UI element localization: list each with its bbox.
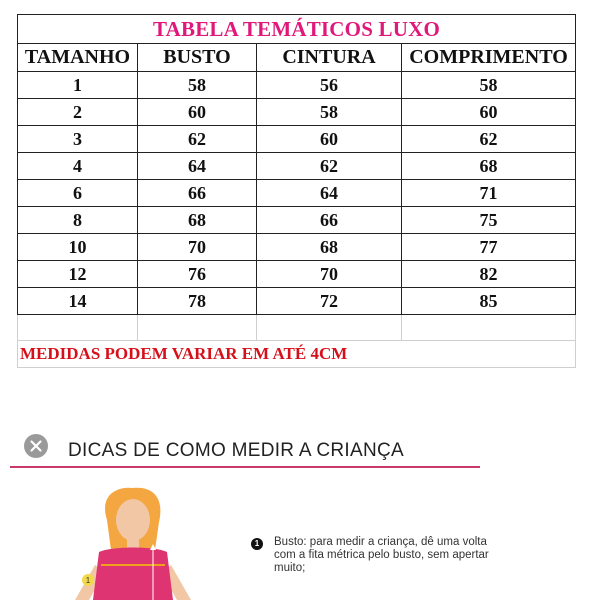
table-row	[18, 207, 576, 234]
cell-size: 10	[18, 234, 138, 261]
cell-busto: 66	[138, 180, 257, 207]
tips-header	[20, 430, 490, 470]
table-row	[18, 180, 576, 207]
cell-comprimento: 85	[402, 288, 576, 315]
table-title: TABELA TEMÁTICOS LUXO	[18, 15, 576, 44]
cell-cintura: 56	[257, 72, 402, 99]
note-row	[18, 341, 576, 368]
tip-item	[252, 536, 492, 575]
tips-divider	[10, 466, 480, 468]
cell-busto: 64	[138, 153, 257, 180]
cell-busto: 78	[138, 288, 257, 315]
header-row	[18, 44, 576, 72]
tip-text: Busto: para medir a criança, dê uma volta com a fita métrica pelo busto, sem apertar muito;	[274, 536, 489, 574]
cell-cintura: 64	[257, 180, 402, 207]
cell-busto: 58	[138, 72, 257, 99]
variation-note: MEDIDAS PODEM VARIAR EM ATÉ 4CM	[18, 341, 576, 368]
cell-comprimento: 71	[402, 180, 576, 207]
cell-cintura: 70	[257, 261, 402, 288]
table-row	[18, 126, 576, 153]
cell-busto: 76	[138, 261, 257, 288]
cell-size: 4	[18, 153, 138, 180]
cell-size: 6	[18, 180, 138, 207]
cell-busto: 68	[138, 207, 257, 234]
header-tamanho: TAMANHO	[18, 44, 138, 72]
cell-size: 1	[18, 72, 138, 99]
figure-marker: 1	[85, 576, 91, 585]
header-cintura: CINTURA	[257, 44, 402, 72]
close-icon[interactable]	[24, 434, 48, 458]
cell-cintura: 72	[257, 288, 402, 315]
blank-row	[18, 315, 576, 341]
header-comprimento: COMPRIMENTO	[402, 44, 576, 72]
blank-cell	[18, 315, 138, 341]
table-row	[18, 72, 576, 99]
cell-size: 14	[18, 288, 138, 315]
cell-comprimento: 58	[402, 72, 576, 99]
cell-busto: 62	[138, 126, 257, 153]
cell-size: 12	[18, 261, 138, 288]
cell-cintura: 68	[257, 234, 402, 261]
blank-cell	[138, 315, 257, 341]
cell-cintura: 60	[257, 126, 402, 153]
cell-comprimento: 75	[402, 207, 576, 234]
cell-comprimento: 77	[402, 234, 576, 261]
table-row	[18, 153, 576, 180]
cell-comprimento: 60	[402, 99, 576, 126]
table-row	[18, 261, 576, 288]
blank-cell	[257, 315, 402, 341]
tip-number: 1	[251, 538, 263, 550]
cell-cintura: 58	[257, 99, 402, 126]
measuring-tips	[0, 430, 600, 600]
blank-cell	[402, 315, 576, 341]
cell-comprimento: 82	[402, 261, 576, 288]
table-row	[18, 288, 576, 315]
title-row	[18, 15, 576, 44]
cell-size: 3	[18, 126, 138, 153]
child-figure-illustration	[55, 480, 255, 600]
tips-title: DICAS DE COMO MEDIR A CRIANÇA	[68, 440, 404, 461]
cell-busto: 70	[138, 234, 257, 261]
cell-busto: 60	[138, 99, 257, 126]
cell-cintura: 62	[257, 153, 402, 180]
cell-comprimento: 62	[402, 126, 576, 153]
cell-size: 2	[18, 99, 138, 126]
table-row	[18, 99, 576, 126]
cell-cintura: 66	[257, 207, 402, 234]
header-busto: BUSTO	[138, 44, 257, 72]
cell-size: 8	[18, 207, 138, 234]
size-table	[17, 14, 576, 368]
cell-comprimento: 68	[402, 153, 576, 180]
table-row	[18, 234, 576, 261]
